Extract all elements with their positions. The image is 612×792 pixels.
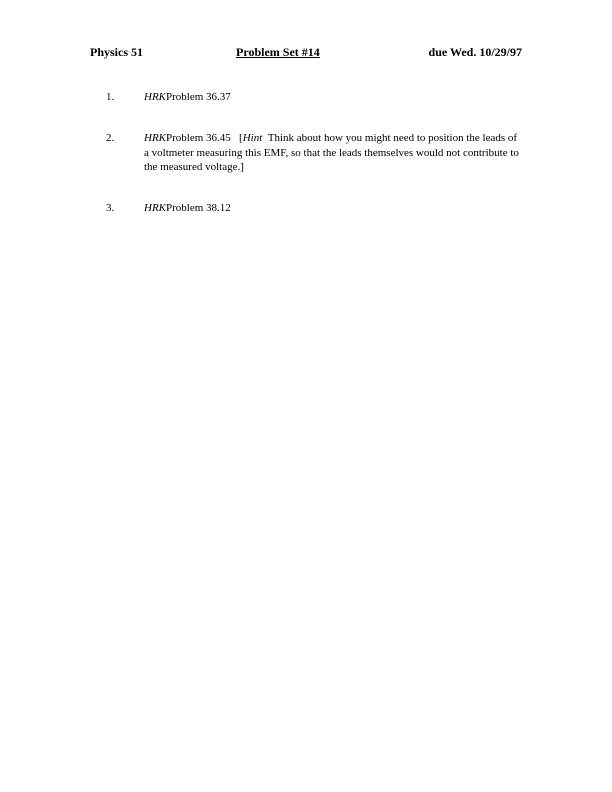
problem-text [144,131,520,175]
hint-bracket: [ [239,132,243,144]
textbook-abbrev: HRK [144,202,166,214]
problem-text [144,201,520,216]
page-header [90,45,522,61]
problem-number: 3. [106,202,115,214]
hint-label: Hint [242,132,263,144]
course-name: Physics 51 [90,45,144,59]
problem-ref: Problem 38.12 [166,202,231,214]
problem-number: 2. [106,132,115,144]
problem-text [144,90,520,105]
problem-ref: Problem 36.45 [166,132,231,144]
textbook-abbrev: HRK [144,91,166,103]
problem-item [106,201,526,217]
textbook-abbrev: HRK [144,132,166,144]
problem-item [106,131,526,177]
problem-set-title: Problem Set #14 [236,45,320,59]
problem-item [106,90,526,106]
problem-ref: Problem 36.37 [166,91,231,103]
problem-number: 1. [106,91,115,103]
due-date: due Wed. 10/29/97 [428,45,522,59]
hint-text: Think about how you might need to position the leads of a voltmeter measuring this EMF, so that the leads themselves would not contribute to the measured voltage.] [144,132,519,173]
